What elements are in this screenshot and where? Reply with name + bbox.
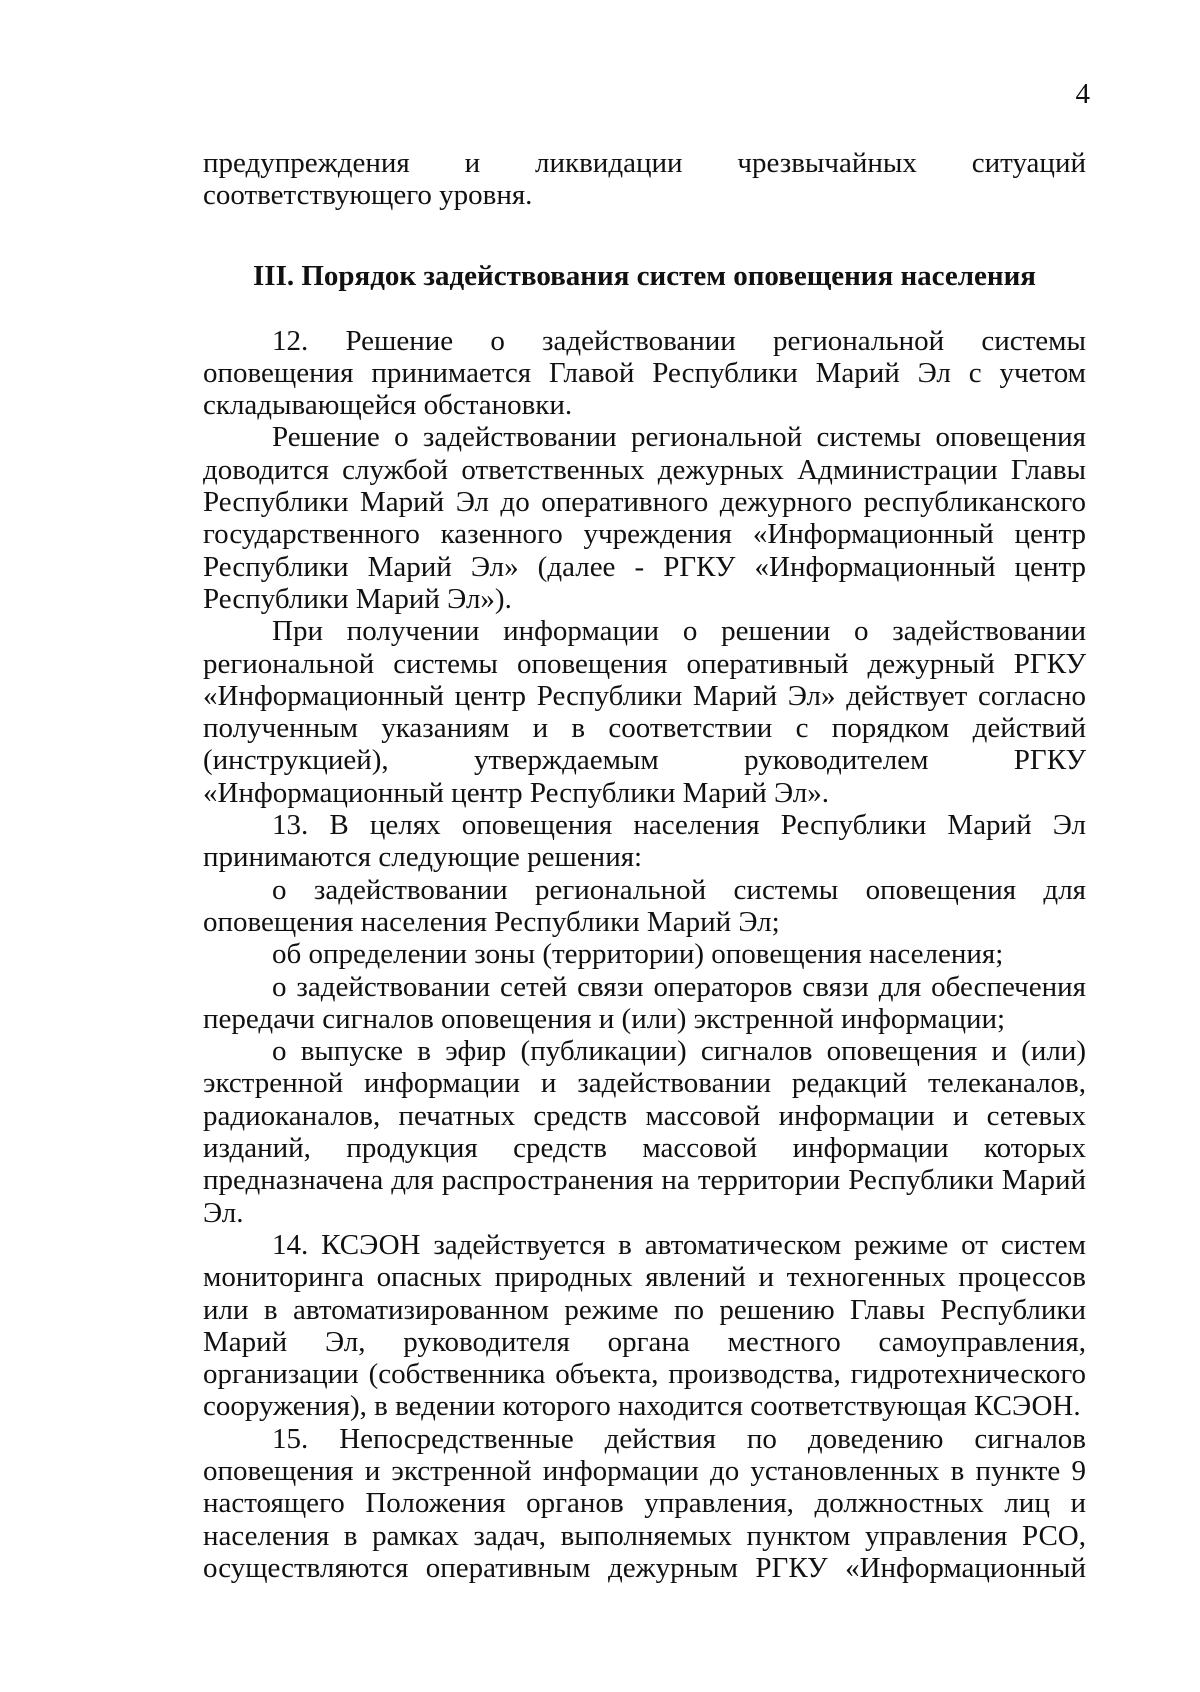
paragraph-13: 13. В целях оповещения населения Республики Марий Эл принимаются следующие решения:: [203, 809, 1086, 874]
list-item-zone: об определении зоны (территории) оповещения населения;: [272, 938, 1004, 971]
list-item-broadcast: о выпуске в эфир (публикации) сигналов оповещения и (или) экстренной информации и задействовании редакций телеканалов, радиоканалов, печатных средств массовой информации и сетевых изданий, продукция средств массовой информации которых предназначена для распространения на территории Республики Марий Эл.: [203, 1035, 1086, 1229]
paragraph-12: 12. Решение о задействовании региональной системы оповещения принимается Главой Республики Марий Эл с учетом складывающейся обстановки.: [203, 324, 1086, 422]
document-body: [203, 147, 1086, 1584]
section-title: III. Порядок задействования систем оповещения населения: [253, 259, 1036, 292]
continuation-paragraph: предупреждения и ликвидации чрезвычайных ситуаций соответствующего уровня.: [203, 147, 1086, 212]
list-item-networks: о задействовании сетей связи операторов связи для обеспечения передачи сигналов оповещения и (или) экстренной информации;: [203, 970, 1086, 1035]
paragraph-14: 14. КСЭОН задействуется в автоматическом режиме от систем мониторинга опасных природных явлений и техногенных процессов или в автоматизированном режиме по решению Главы Республики Марий Эл, руководителя органа местного самоуправления, организации (собственника объекта, производства, гидротехнического сооружения), в ведении которого находится соответствующая КСЭОН.: [203, 1228, 1086, 1423]
paragraph-decision-notification: Решение о задействовании региональной системы оповещения доводится службой ответственных дежурных Администрации Главы Республики Марий Эл до оперативного дежурного республиканского государственного казенного учреждения «Информационный центр Республики Марий Эл» (далее - РГКУ «Информационный центр Республики Марий Эл»).: [203, 421, 1086, 615]
list-item-regional-system: о задействовании региональной системы оповещения для оповещения населения Республики Марий Эл;: [203, 873, 1086, 938]
page-number: 4: [1075, 78, 1090, 110]
paragraph-on-receipt: При получении информации о решении о задействовании региональной системы оповещения оперативный дежурный РГКУ «Информационный центр Республики Марий Эл» действует согласно полученным указаниям и в соответствии с порядком действий (инструкцией), утверждаемым руководителем РГКУ «Информационный центр Республики Марий Эл».: [203, 615, 1086, 809]
paragraph-15: 15. Непосредственные действия по доведению сигналов оповещения и экстренной информации до установленных в пункте 9 настоящего Положения органов управления, должностных лиц и населения в рамках задач, выполняемых пунктом управления РСО, осуществляются оперативным дежурным РГКУ «Информационный: [203, 1422, 1086, 1584]
